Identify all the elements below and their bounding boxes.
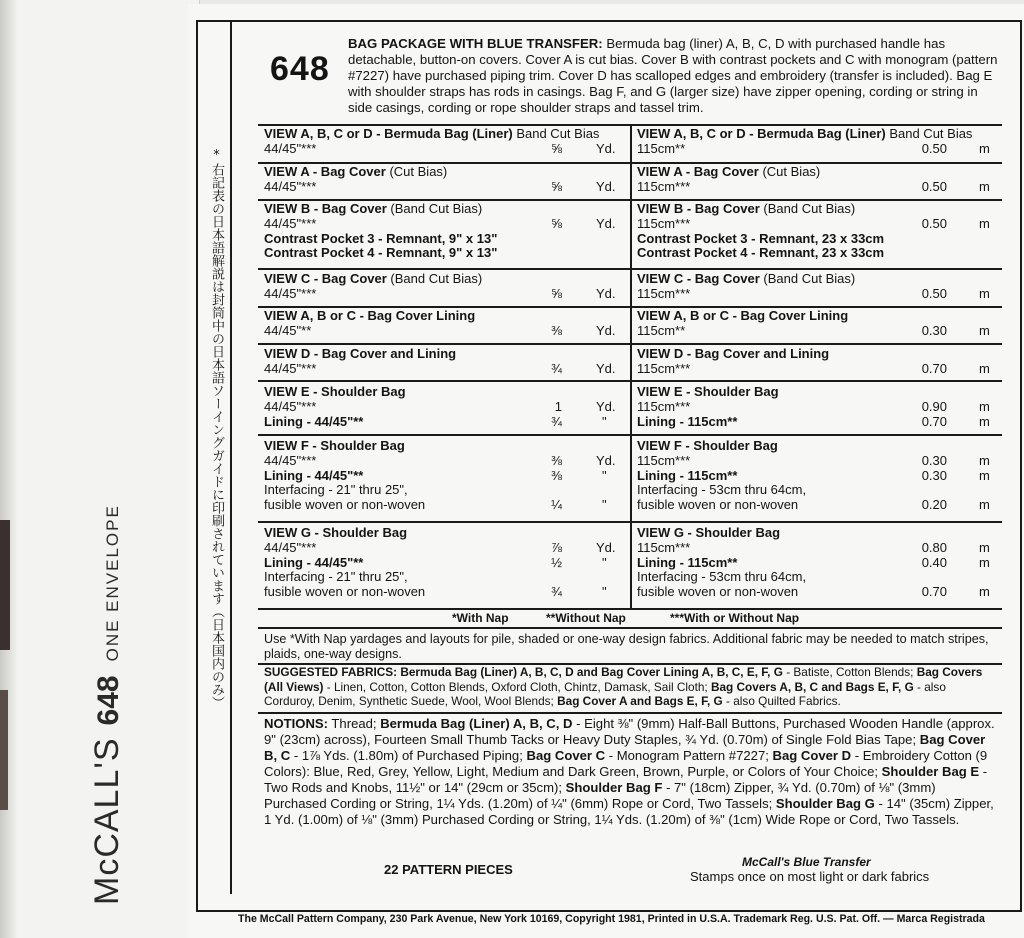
notions-text: Thread; bbox=[331, 716, 377, 731]
intro-text bbox=[348, 36, 1004, 116]
row-width: 44/45"*** bbox=[264, 285, 317, 301]
row-unit: " bbox=[602, 497, 607, 513]
fabrics-group-a-efg: Bag Cover A and Bags E, F, G bbox=[557, 694, 723, 709]
row-unit: " bbox=[602, 467, 607, 483]
row-interfacing: Interfacing - 53cm thru 64cm, bbox=[637, 569, 807, 585]
left-row-8 bbox=[264, 439, 626, 513]
flap-edge-lower bbox=[0, 690, 8, 810]
row-unit: m bbox=[979, 554, 990, 570]
row-title: VIEW C - Bag Cover bbox=[637, 271, 760, 286]
row-amount: ¼ bbox=[551, 497, 562, 513]
right-row-3 bbox=[637, 202, 1003, 261]
row-note: (Cut Bias) bbox=[762, 164, 821, 179]
notions-text: - Monogram Pattern #7227; bbox=[608, 748, 769, 763]
legend-with-nap: *With Nap bbox=[452, 611, 509, 625]
row-unit: " bbox=[602, 584, 607, 600]
notions-group: Shoulder Bag G bbox=[775, 796, 875, 811]
row-amount: 0.50 bbox=[921, 215, 947, 231]
row-width: 44/45"*** bbox=[264, 360, 317, 376]
copyright-footer: The McCall Pattern Company, 230 Park Avenue, New York 10169, Copyright 1981, Printed in U.S.A. Trademark Reg. U.S. Pat. Off. — Marca Registrada bbox=[238, 913, 985, 925]
row-amount: 0.90 bbox=[921, 398, 947, 414]
row-amount: 0.50 bbox=[921, 178, 947, 194]
row-interfacing: Interfacing - 21" thru 25", bbox=[264, 569, 408, 585]
contrast-pocket-4: Contrast Pocket 4 - Remnant, 9" x 13" bbox=[264, 245, 498, 261]
row-unit: m bbox=[979, 413, 990, 429]
row-width: 44/45"*** bbox=[264, 215, 317, 231]
right-row-6 bbox=[637, 347, 1003, 377]
left-row-2 bbox=[264, 165, 626, 195]
row-lining: Lining - 115cm** bbox=[637, 554, 738, 570]
table-rule bbox=[258, 268, 1002, 270]
row-unit: m bbox=[979, 178, 990, 194]
row-width: 115cm*** bbox=[637, 539, 691, 555]
transfer-title: McCall's Blue Transfer bbox=[742, 855, 871, 869]
notions-group: Bag Cover D bbox=[772, 748, 852, 763]
right-row-5 bbox=[637, 309, 1003, 339]
row-interfacing: Interfacing - 21" thru 25", bbox=[264, 482, 408, 498]
japanese-note: *右記表の日本語解説は封筒中の日本語ソーイングガイドに印刷されています（日本国内のみ） bbox=[209, 148, 224, 709]
row-title: VIEW A - Bag Cover bbox=[637, 164, 759, 179]
notions-group: Shoulder Bag E bbox=[881, 764, 980, 779]
row-note: Band Cut Bias bbox=[889, 126, 973, 141]
table-center-divider bbox=[630, 124, 632, 608]
row-width: 115cm** bbox=[637, 140, 686, 156]
fabrics-text: - also Corduroy, Denim, Synthetic Suede, Wool, Wool Blends; bbox=[264, 679, 946, 709]
row-width: 44/45"*** bbox=[264, 398, 317, 414]
row-width: 115cm*** bbox=[637, 285, 691, 301]
left-row-5 bbox=[264, 309, 626, 339]
row-unit: m bbox=[979, 215, 990, 231]
right-row-2 bbox=[637, 165, 1003, 195]
legend-without-nap: **Without Nap bbox=[546, 611, 626, 625]
row-note: (Cut Bias) bbox=[389, 164, 448, 179]
row-unit: m bbox=[979, 322, 990, 338]
row-amount: 0.70 bbox=[921, 413, 947, 429]
row-amount: 0.70 bbox=[921, 584, 947, 600]
row-amount: ⅝ bbox=[551, 215, 562, 231]
pattern-number: 648 bbox=[270, 50, 330, 88]
row-unit: Yd. bbox=[596, 360, 616, 376]
row-unit: Yd. bbox=[596, 452, 616, 468]
row-amount: 1 bbox=[554, 398, 562, 414]
row-unit: m bbox=[979, 539, 990, 555]
row-fusible: fusible woven or non-woven bbox=[637, 497, 799, 513]
row-lining: Lining - 44/45"** bbox=[264, 467, 364, 483]
notions bbox=[264, 716, 1000, 828]
row-unit: m bbox=[979, 497, 990, 513]
left-row-3 bbox=[264, 202, 626, 261]
fabrics-group-covers: Bag Covers (All Views) bbox=[264, 665, 983, 694]
row-unit: m bbox=[979, 140, 990, 156]
row-lining: Lining - 44/45"** bbox=[264, 554, 364, 570]
row-unit: Yd. bbox=[596, 215, 616, 231]
row-lining: Lining - 115cm** bbox=[637, 413, 738, 429]
row-note: (Band Cut Bias) bbox=[390, 201, 483, 216]
row-title: VIEW F - Shoulder Bag bbox=[637, 438, 778, 453]
notions-text: - 1⅞ Yds. (1.80m) of Purchased Piping; bbox=[293, 748, 523, 763]
row-title: VIEW B - Bag Cover bbox=[264, 201, 387, 216]
table-rule bbox=[258, 380, 1002, 382]
row-width: 115cm*** bbox=[637, 360, 691, 376]
row-amount: ⅜ bbox=[551, 467, 562, 483]
row-amount: 0.50 bbox=[921, 285, 947, 301]
contrast-pocket-3: Contrast Pocket 3 - Remnant, 23 x 33cm bbox=[637, 230, 885, 246]
brand-envelope: ONE ENVELOPE bbox=[103, 504, 122, 662]
notions-text: - Eight ⅜" (9mm) Half-Ball Buttons, Purchased Wooden Handle (approx. 9" (23cm) across), Fourteen Small Thumb Tacks or Heavy Duty Staples, ¾ Yd. (0.70m) of Single Fold Bias Tape; bbox=[264, 716, 995, 747]
fabrics-group-abc-efg: Bag Covers A, B, C and Bags E, F, G bbox=[710, 679, 914, 694]
row-title: VIEW D - Bag Cover and Lining bbox=[264, 346, 457, 361]
row-title: VIEW G - Shoulder Bag bbox=[637, 525, 781, 540]
row-amount: ¾ bbox=[551, 584, 562, 600]
row-amount: ⅞ bbox=[551, 539, 562, 555]
row-amount: ⅜ bbox=[551, 322, 562, 338]
brand-label bbox=[88, 504, 127, 905]
notions-group: Shoulder Bag F bbox=[565, 780, 663, 795]
left-row-4 bbox=[264, 272, 626, 302]
row-amount: ½ bbox=[551, 554, 562, 570]
row-fusible: fusible woven or non-woven bbox=[264, 584, 426, 600]
japanese-column-divider bbox=[230, 20, 232, 894]
right-row-8 bbox=[637, 439, 1003, 513]
row-title: VIEW C - Bag Cover bbox=[264, 271, 387, 286]
row-amount: ⅝ bbox=[551, 140, 562, 156]
fabrics-text: - also Quilted Fabrics. bbox=[726, 694, 841, 709]
contrast-pocket-4: Contrast Pocket 4 - Remnant, 23 x 33cm bbox=[637, 245, 885, 261]
row-amount: 0.30 bbox=[921, 322, 947, 338]
row-amount: 0.80 bbox=[921, 539, 947, 555]
row-unit: Yd. bbox=[596, 322, 616, 338]
right-row-9 bbox=[637, 526, 1003, 600]
fabrics-label: SUGGESTED FABRICS: bbox=[264, 665, 398, 679]
row-width: 115cm** bbox=[637, 322, 686, 338]
row-unit: Yd. bbox=[596, 539, 616, 555]
left-row-7 bbox=[264, 385, 626, 429]
left-row-9 bbox=[264, 526, 626, 600]
nap-note: Use *With Nap yardages and layouts for pile, shaded or one-way design fabrics. Additional fabric may be needed to match stripes, plaids, one-way designs. bbox=[264, 632, 989, 662]
contrast-pocket-3: Contrast Pocket 3 - Remnant, 9" x 13" bbox=[264, 230, 498, 246]
row-width: 44/45"*** bbox=[264, 178, 317, 194]
notions-text: - Embroidery Cotton (9 Colors): Blue, Red, Grey, Yellow, Light, Medium and Dark Green, Brown, Purple, or Colors of Your Choice; bbox=[264, 748, 988, 779]
row-width: 44/45"*** bbox=[264, 452, 317, 468]
row-title: VIEW G - Shoulder Bag bbox=[264, 525, 408, 540]
notions-group: Bag Cover B, C bbox=[264, 732, 986, 763]
row-title: VIEW A, B or C - Bag Cover Lining bbox=[264, 308, 476, 323]
intro-body: Bermuda bag (liner) A, B, C, D with purchased handle has detachable, button-on covers. Cover A is cut bias. Cover B with contrast pockets and C with monogram (pattern #7227) have purchased piping trim. Cover D has scalloped edges and embroidery (transfer is included). Bag E with shoulder straps has rods in casings. Bag F, and G (larger size) have zipper opening, cording or string in side casings, cording or rope shoulder straps and tassel trim. bbox=[348, 36, 998, 115]
row-unit: m bbox=[979, 360, 990, 376]
row-unit: m bbox=[979, 584, 990, 600]
table-rule bbox=[258, 343, 1002, 345]
right-row-1 bbox=[637, 127, 1003, 157]
notions-group: Bag Cover C bbox=[526, 748, 606, 763]
row-note: (Band Cut Bias) bbox=[390, 271, 483, 286]
row-unit: Yd. bbox=[596, 285, 616, 301]
fabrics-group-liner: Bermuda Bag (Liner) A, B, C, D and Bag Cover Lining A, B, C, E, F, G bbox=[400, 665, 783, 679]
row-note: (Band Cut Bias) bbox=[763, 201, 856, 216]
notions-label: NOTIONS: bbox=[264, 716, 329, 731]
row-width: 115cm*** bbox=[637, 452, 691, 468]
row-width: 115cm*** bbox=[637, 215, 691, 231]
row-unit: " bbox=[602, 554, 607, 570]
intro-title: BAG PACKAGE WITH BLUE TRANSFER: bbox=[348, 36, 603, 51]
table-bottom-rule bbox=[258, 608, 1002, 610]
suggested-fabrics bbox=[264, 665, 1000, 709]
brand-name: McCALL'S bbox=[88, 737, 126, 905]
row-unit: Yd. bbox=[596, 178, 616, 194]
table-rule bbox=[258, 434, 1002, 436]
row-unit: m bbox=[979, 467, 990, 483]
row-amount: ⅝ bbox=[551, 285, 562, 301]
row-fusible: fusible woven or non-woven bbox=[637, 584, 799, 600]
row-lining: Lining - 44/45"** bbox=[264, 413, 364, 429]
row-unit: m bbox=[979, 398, 990, 414]
row-title: VIEW D - Bag Cover and Lining bbox=[637, 346, 830, 361]
section-rule bbox=[258, 712, 1002, 714]
flap-edge bbox=[0, 520, 10, 650]
row-amount: 0.30 bbox=[921, 452, 947, 468]
notions-text: - 7" (18cm) Zipper, ¾ Yd. (0.70m) of ⅛" (3mm) Purchased Cording or String, 1¼ Yds. (1.20m) of ¼" (6mm) Rope or Cord, Two Tassels; bbox=[264, 780, 936, 811]
row-amount: 0.40 bbox=[921, 554, 947, 570]
row-title: VIEW F - Shoulder Bag bbox=[264, 438, 405, 453]
brand-number: 648 bbox=[92, 675, 125, 726]
row-title: VIEW A, B, C or D - Bermuda Bag (Liner) bbox=[637, 126, 886, 141]
row-amount: 0.50 bbox=[921, 140, 947, 156]
row-unit: " bbox=[602, 413, 607, 429]
row-width: 44/45"*** bbox=[264, 140, 317, 156]
row-title: VIEW B - Bag Cover bbox=[637, 201, 760, 216]
row-lining: Lining - 115cm** bbox=[637, 467, 738, 483]
row-title: VIEW E - Shoulder Bag bbox=[264, 384, 406, 399]
legend-rule bbox=[258, 627, 1002, 629]
row-note: Band Cut Bias bbox=[516, 126, 600, 141]
pattern-pieces-count: 22 PATTERN PIECES bbox=[384, 862, 513, 877]
legend-with-or-without-nap: ***With or Without Nap bbox=[670, 611, 800, 625]
notions-group: Bermuda Bag (Liner) A, B, C, D bbox=[380, 716, 573, 731]
row-amount: ¾ bbox=[551, 413, 562, 429]
row-title: VIEW A, B or C - Bag Cover Lining bbox=[637, 308, 849, 323]
row-width: 115cm*** bbox=[637, 398, 691, 414]
fabrics-text: - Linen, Cotton, Cotton Blends, Oxford Cloth, Chintz, Damask, Sail Cloth; bbox=[326, 679, 708, 694]
row-width: 44/45"*** bbox=[264, 539, 317, 555]
right-row-4 bbox=[637, 272, 1003, 302]
row-width: 115cm*** bbox=[637, 178, 691, 194]
row-title: VIEW A, B, C or D - Bermuda Bag (Liner) bbox=[264, 126, 513, 141]
row-amount: ⅝ bbox=[551, 178, 562, 194]
row-interfacing: Interfacing - 53cm thru 64cm, bbox=[637, 482, 807, 498]
left-row-6 bbox=[264, 347, 626, 377]
notions-text: - 14" (35cm) Zipper, 1 Yd. (1.00m) of ⅛" (3mm) Purchased Cording or String, 1¼ Yds. (1.20m) of ⅜" (1cm) Wide Rope or Cord, Two Tassels. bbox=[264, 796, 994, 827]
row-amount: ⅜ bbox=[551, 452, 562, 468]
row-amount: 0.20 bbox=[921, 497, 947, 513]
row-title: VIEW A - Bag Cover bbox=[264, 164, 386, 179]
row-unit: Yd. bbox=[596, 140, 616, 156]
row-width: 44/45"** bbox=[264, 322, 312, 338]
notions-text: - Two Rods and Knobs, 11½" or 14" (29cm or 35cm); bbox=[264, 764, 988, 795]
row-unit: m bbox=[979, 285, 990, 301]
fabrics-text: - Batiste, Cotton Blends; bbox=[786, 665, 914, 679]
row-unit: Yd. bbox=[596, 398, 616, 414]
row-amount: 0.30 bbox=[921, 467, 947, 483]
left-row-1 bbox=[264, 127, 626, 157]
row-amount: ¾ bbox=[551, 360, 562, 376]
row-note: (Band Cut Bias) bbox=[763, 271, 856, 286]
row-amount: 0.70 bbox=[921, 360, 947, 376]
transfer-text: Stamps once on most light or dark fabrics bbox=[690, 869, 930, 884]
right-row-7 bbox=[637, 385, 1003, 429]
row-unit: m bbox=[979, 452, 990, 468]
row-title: VIEW E - Shoulder Bag bbox=[637, 384, 779, 399]
table-rule bbox=[258, 521, 1002, 523]
row-fusible: fusible woven or non-woven bbox=[264, 497, 426, 513]
